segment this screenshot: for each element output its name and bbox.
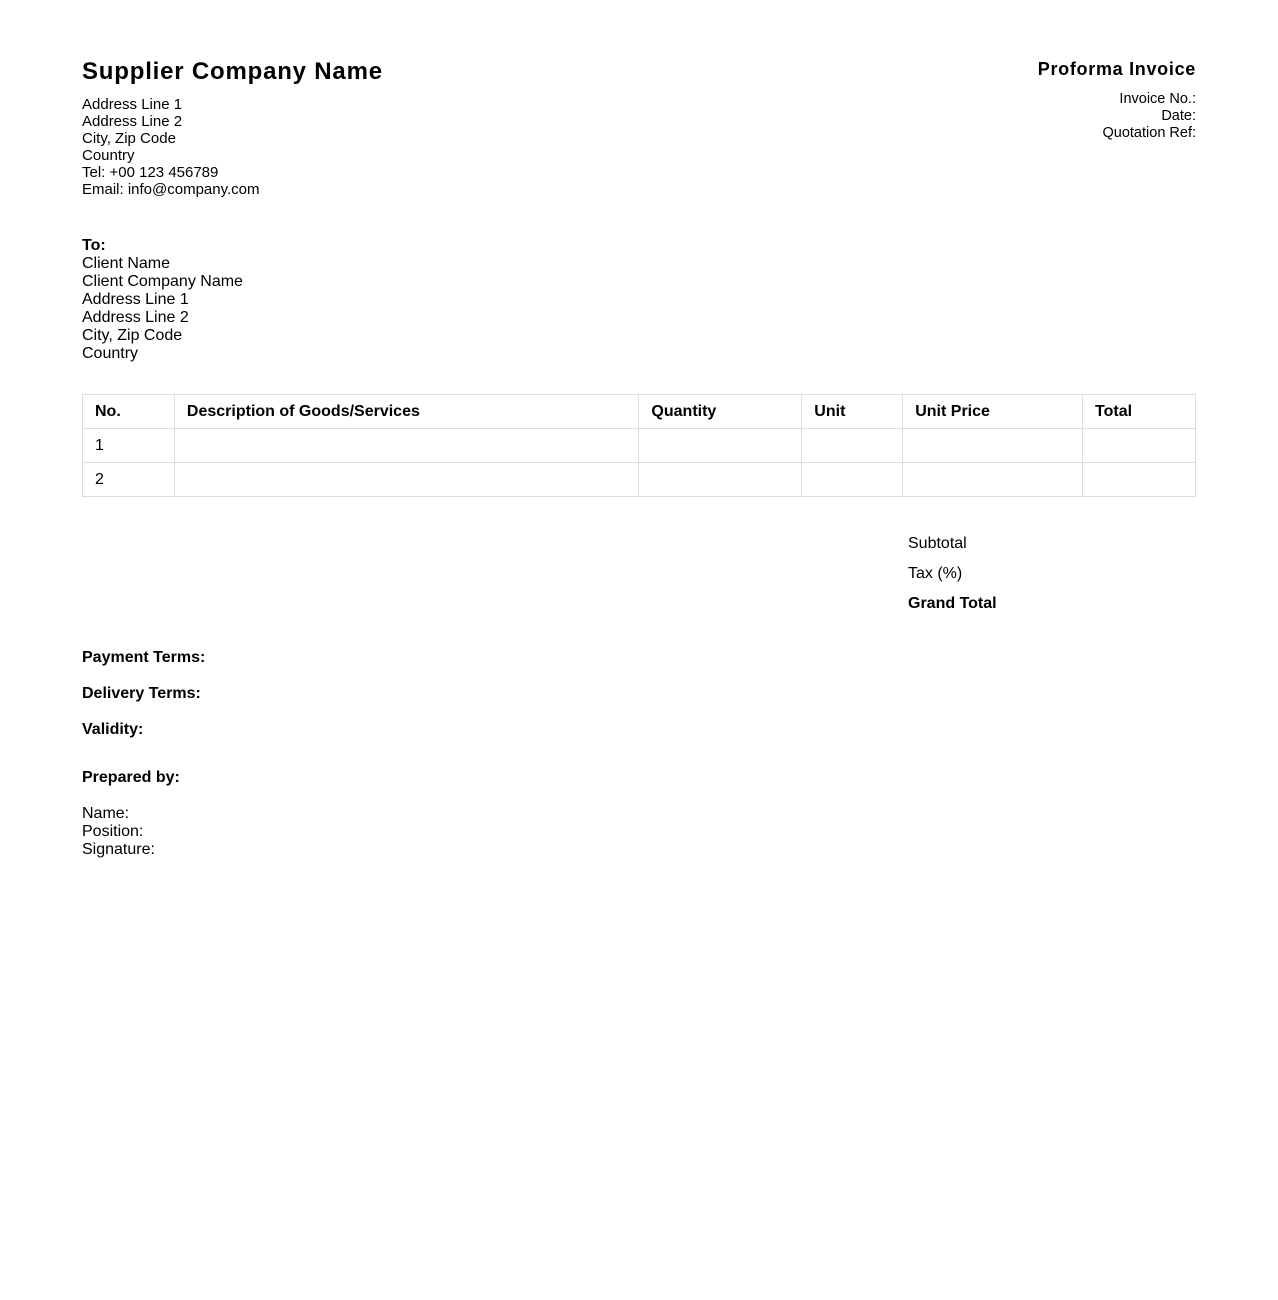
supplier-line: Address Line 1 bbox=[82, 96, 183, 113]
recipient-line: Address Line 1 bbox=[82, 291, 189, 308]
to-label: To: bbox=[82, 237, 106, 254]
grand-total-label: Grand Total bbox=[908, 595, 997, 612]
payment-terms-label: Payment Terms: bbox=[82, 649, 206, 666]
invoice-date-label: Date: bbox=[1161, 108, 1196, 124]
supplier-line: Email: info@company.com bbox=[82, 181, 260, 198]
cell-unit bbox=[802, 463, 903, 497]
items-table bbox=[82, 394, 1196, 497]
header-quantity: Quantity bbox=[639, 395, 802, 429]
cell-total bbox=[1083, 463, 1196, 497]
cell-no: 2 bbox=[83, 463, 175, 497]
name-label: Name: bbox=[82, 805, 130, 822]
cell-quantity bbox=[639, 463, 802, 497]
supplier-line: City, Zip Code bbox=[82, 130, 176, 147]
signature-label: Signature: bbox=[82, 841, 155, 858]
recipient-block bbox=[82, 237, 243, 363]
header-total: Total bbox=[1083, 395, 1196, 429]
header-unit-price: Unit Price bbox=[903, 395, 1083, 429]
supplier-line: Tel: +00 123 456789 bbox=[82, 164, 219, 181]
prepared-by-label: Prepared by: bbox=[82, 769, 180, 786]
supplier-line: Country bbox=[82, 147, 135, 164]
cell-no: 1 bbox=[83, 429, 175, 463]
table-header-row bbox=[83, 395, 1196, 429]
cell-description bbox=[174, 429, 639, 463]
cell-unit bbox=[802, 429, 903, 463]
position-label: Position: bbox=[82, 823, 144, 840]
subtotal-label: Subtotal bbox=[908, 535, 967, 552]
table-row bbox=[83, 429, 1196, 463]
tax-label: Tax (%) bbox=[908, 565, 963, 582]
recipient-line: Country bbox=[82, 345, 139, 362]
delivery-terms-label: Delivery Terms: bbox=[82, 685, 201, 702]
table-row bbox=[83, 463, 1196, 497]
cell-unit-price bbox=[903, 463, 1083, 497]
supplier-line: Address Line 2 bbox=[82, 113, 183, 130]
invoice-title: Proforma Invoice bbox=[1037, 59, 1196, 79]
header-description: Description of Goods/Services bbox=[174, 395, 639, 429]
cell-total bbox=[1083, 429, 1196, 463]
supplier-address bbox=[82, 96, 260, 198]
invoice-number-label: Invoice No.: bbox=[1119, 91, 1196, 107]
header-no: No. bbox=[83, 395, 175, 429]
recipient-line: Address Line 2 bbox=[82, 309, 189, 326]
header-unit: Unit bbox=[802, 395, 903, 429]
signature-block bbox=[82, 805, 155, 859]
quotation-ref-label: Quotation Ref: bbox=[1102, 125, 1196, 141]
cell-description bbox=[174, 463, 639, 497]
recipient-line: City, Zip Code bbox=[82, 327, 183, 344]
invoice-fields bbox=[1103, 91, 1197, 142]
cell-quantity bbox=[639, 429, 802, 463]
recipient-line: Client Company Name bbox=[82, 273, 243, 290]
validity-label: Validity: bbox=[82, 721, 144, 738]
cell-unit-price bbox=[903, 429, 1083, 463]
supplier-company-name: Supplier Company Name bbox=[82, 58, 383, 85]
recipient-line: Client Name bbox=[82, 255, 171, 272]
